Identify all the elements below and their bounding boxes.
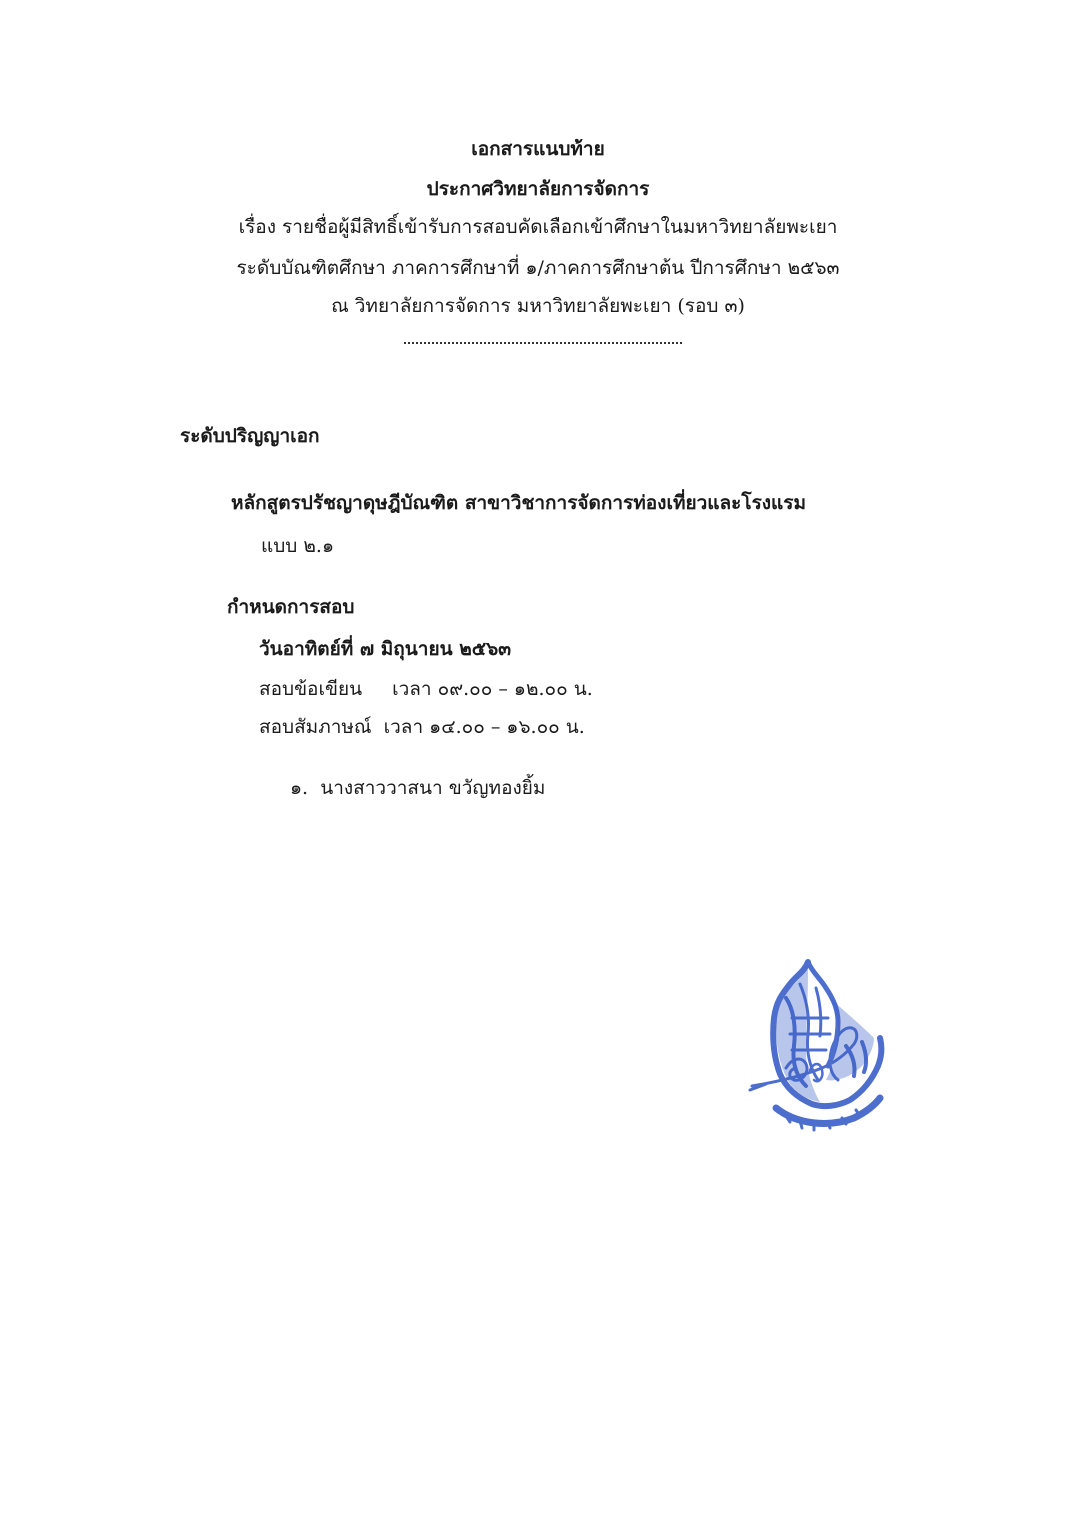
header-announcement: ประกาศวิทยาลัยการจัดการ <box>426 178 650 200</box>
header-subject: เรื่อง รายชื่อผู้มีสิทธิ์เข้ารับการสอบคัดเลือกเข้าศึกษาในมหาวิทยาลัยพะเยา <box>238 216 838 238</box>
header-title: เอกสารแนบท้าย <box>471 138 605 160</box>
schedule-title: กำหนดการสอบ <box>227 596 355 618</box>
level-title: ระดับปริญญาเอก <box>180 425 320 447</box>
candidate-name: นางสาววาสนา ขวัญทองยิ้ม <box>320 777 546 799</box>
dotted-divider <box>404 342 682 344</box>
written-exam-row <box>259 676 593 702</box>
interview-label: สอบสัมภาษณ์ <box>259 716 372 738</box>
interview-time: เวลา ๑๔.๐๐ – ๑๖.๐๐ น. <box>383 716 585 738</box>
written-exam-time: เวลา ๐๙.๐๐ – ๑๒.๐๐ น. <box>392 678 593 700</box>
written-exam-label: สอบข้อเขียน <box>259 678 363 700</box>
interview-row <box>259 714 585 740</box>
program-title: หลักสูตรปรัชญาดุษฎีบัณฑิต สาขาวิชาการจัดการท่องเที่ยวและโรงแรม <box>231 492 807 514</box>
header-location: ณ วิทยาลัยการจัดการ มหาวิทยาลัยพะเยา (รอบ ๓) <box>331 295 745 317</box>
exam-date: วันอาทิตย์ที่ ๗ มิถุนายน ๒๕๖๓ <box>259 638 512 660</box>
university-seal-icon <box>746 958 886 1138</box>
candidate-list-item <box>290 775 545 801</box>
header-level: ระดับบัณฑิตศึกษา ภาคการศึกษาที่ ๑/ภาคการศึกษาต้น ปีการศึกษา ๒๕๖๓ <box>236 257 840 279</box>
program-plan: แบบ ๒.๑ <box>261 535 335 557</box>
candidate-number: ๑. <box>290 777 309 799</box>
